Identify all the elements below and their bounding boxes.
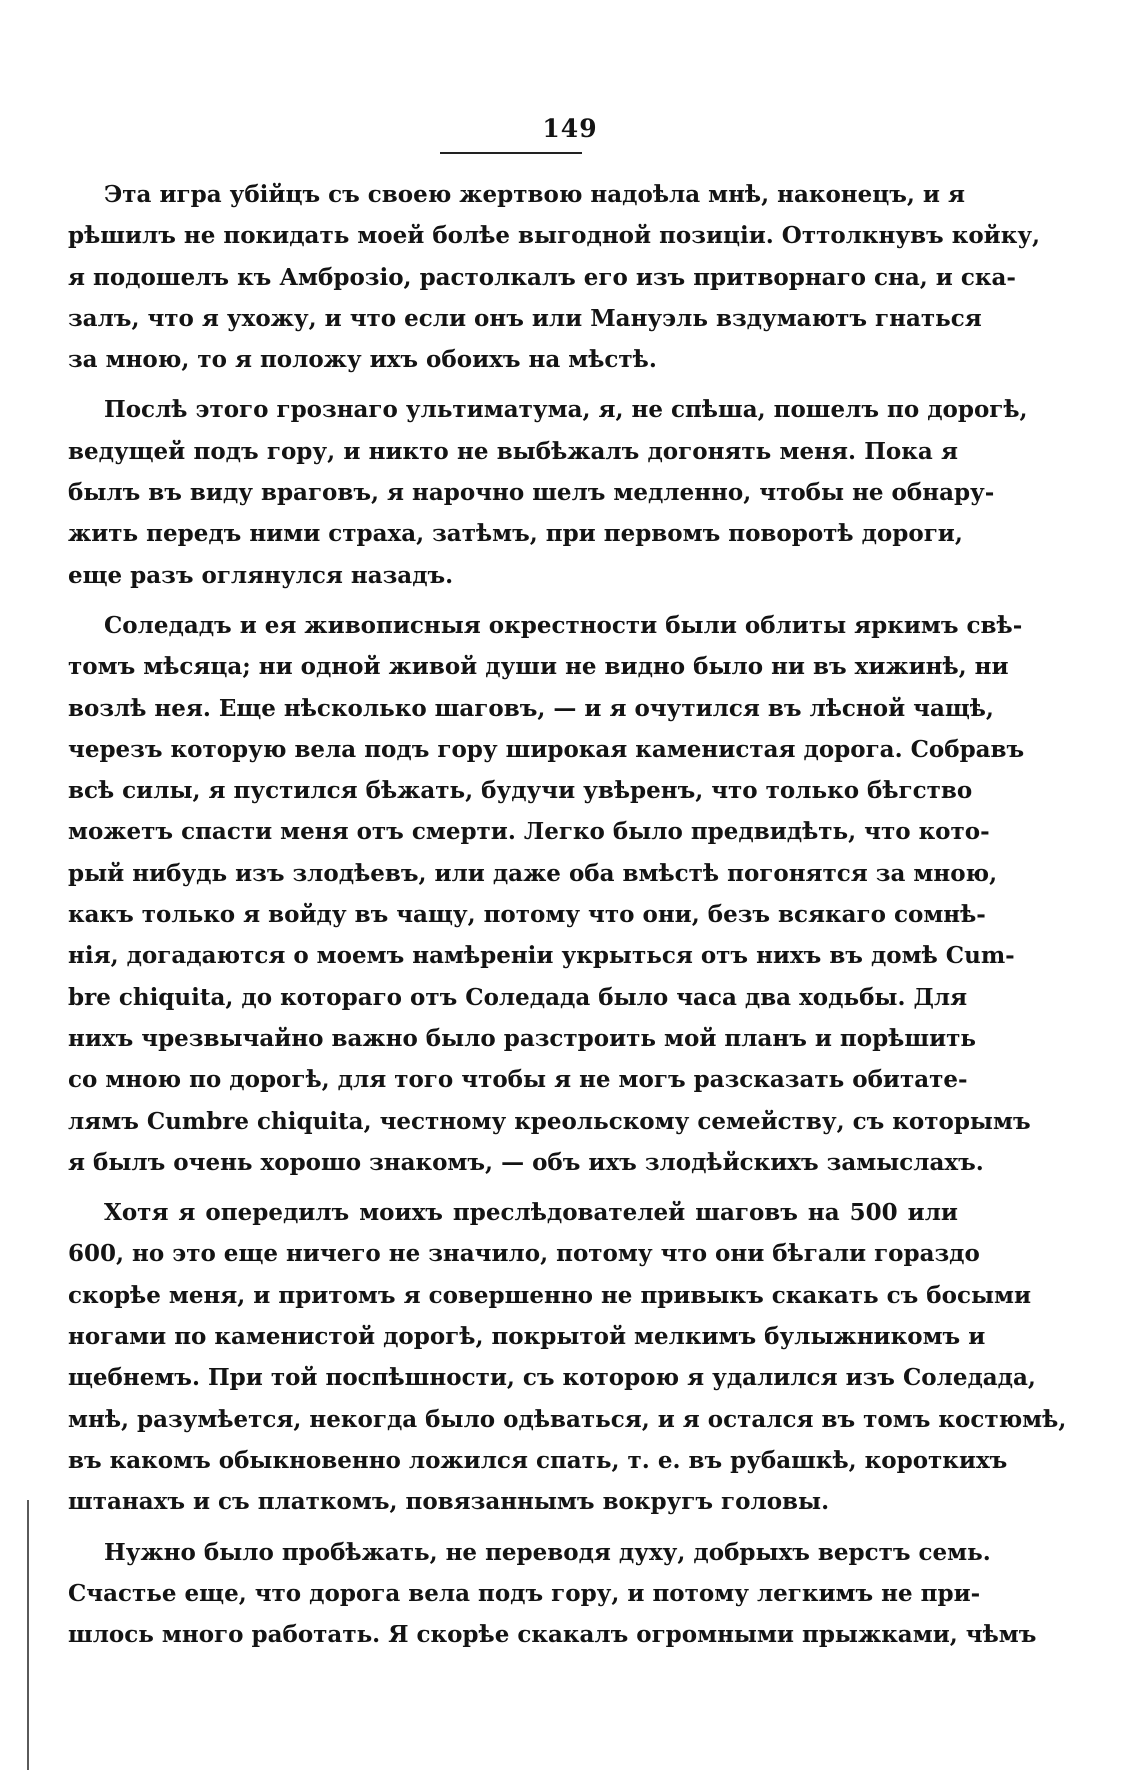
text-line: Послѣ этого грознаго ультиматума, я, не спѣша, пошелъ по дорогѣ, <box>104 396 1028 424</box>
text-line: Соледадъ и ея живописныя окрестности были облиты яркимъ свѣ- <box>104 611 1023 639</box>
text-line: bre chiquita, до котораго отъ Соледада было часа два ходьбы. Для <box>68 983 968 1011</box>
text-line: былъ въ виду враговъ, я нарочно шелъ медленно, чтобы не обнару- <box>68 479 995 507</box>
text-line: Нужно было пробѣжать, не переводя духу, добрыхъ верстъ семь. <box>104 1538 991 1566</box>
text-line: какъ только я войду въ чащу, потому что они, безъ всякаго сомнѣ- <box>68 901 986 929</box>
text-line: нія, догадаются о моемъ намѣреніи укрыться отъ нихъ въ домѣ Cum- <box>68 942 1015 970</box>
text-line: Хотя я опередилъ моихъ преслѣдователей шаговъ на 500 или <box>104 1199 958 1227</box>
text-line: ногами по каменистой дорогѣ, покрытой мелкимъ булыжникомъ и <box>68 1323 986 1351</box>
paragraph-1 <box>68 174 1041 380</box>
text-line: шлось много работать. Я скорѣе скакалъ огромными прыжками, чѣмъ <box>68 1621 1037 1649</box>
text-line: лямъ Cumbre chiquita, честному креольскому семейству, съ которымъ <box>68 1107 1031 1135</box>
text-line: я былъ очень хорошо знакомъ, — объ ихъ злодѣйскихъ замыслахъ. <box>68 1148 984 1176</box>
page-number: 149 <box>542 114 598 143</box>
text-line: въ какомъ обыкновенно ложился спать, т. е. въ рубашкѣ, короткихъ <box>68 1446 1008 1474</box>
text-line: нихъ чрезвычайно важно было разстроить мой планъ и порѣшить <box>68 1024 976 1052</box>
body-text <box>68 174 1067 1664</box>
text-line: томъ мѣсяца; ни одной живой души не видно было ни въ хижинѣ, ни <box>68 653 1009 681</box>
text-line: ведущей подъ гору, и никто не выбѣжалъ догонять меня. Пока я <box>68 437 958 465</box>
paragraph-4 <box>68 1192 1067 1522</box>
text-line: можетъ спасти меня отъ смерти. Легко было предвидѣть, что кото- <box>68 818 990 846</box>
text-line: щебнемъ. При той поспѣшности, съ которою я удалился изъ Соледада, <box>68 1364 1036 1392</box>
text-line: штанахъ и съ платкомъ, повязаннымъ вокругъ головы. <box>68 1488 830 1516</box>
paragraph-2 <box>68 389 1028 595</box>
text-line: всѣ силы, я пустился бѣжать, будучи увѣренъ, что только бѣгство <box>68 777 973 805</box>
paragraph-5 <box>68 1532 1037 1656</box>
text-line: со мною по дорогѣ, для того чтобы я не могъ разсказать обитате- <box>68 1066 968 1094</box>
text-line: возлѣ нея. Еще нѣсколько шаговъ, — и я очутился въ лѣсной чащѣ, <box>68 694 994 722</box>
text-line: скорѣе меня, и притомъ я совершенно не привыкъ скакать съ босыми <box>68 1281 1032 1309</box>
text-line: рый нибудь изъ злодѣевъ, или даже оба вмѣстѣ погонятся за мною, <box>68 859 998 887</box>
text-line: Счастье еще, что дорога вела подъ гору, и потому легкимъ не при- <box>68 1579 981 1607</box>
text-line: Эта игра убійцъ съ своею жертвою надоѣла мнѣ, наконецъ, и я <box>104 181 965 208</box>
text-line: я подошелъ къ Амброзіо, растолкалъ его изъ притворнаго сна, и ска- <box>68 263 1016 291</box>
text-line: еще разъ оглянулся назадъ. <box>68 561 454 589</box>
text-line: залъ, что я ухожу, и что если онъ или Мануэль вздумаютъ гнаться <box>68 304 982 332</box>
text-line: черезъ которую вела подъ гору широкая каменистая дорога. Собравъ <box>68 735 1025 763</box>
text-line: жить передъ ними страха, затѣмъ, при первомъ поворотѣ дороги, <box>68 520 963 548</box>
text-line: рѣшилъ не покидать моей болѣе выгодной позиціи. Оттолкнувъ койку, <box>68 222 1041 250</box>
text-line: 600, но это еще ничего не значило, потому что они бѣгали гораздо <box>68 1240 980 1268</box>
binding-edge-line <box>27 1500 29 1770</box>
page-number-rule <box>440 152 582 154</box>
text-line: мнѣ, разумѣется, некогда было одѣваться, и я остался въ томъ костюмѣ, <box>68 1405 1067 1433</box>
paragraph-3 <box>68 605 1031 1183</box>
text-line: за мною, то я положу ихъ обоихъ на мѣстѣ. <box>68 346 657 374</box>
